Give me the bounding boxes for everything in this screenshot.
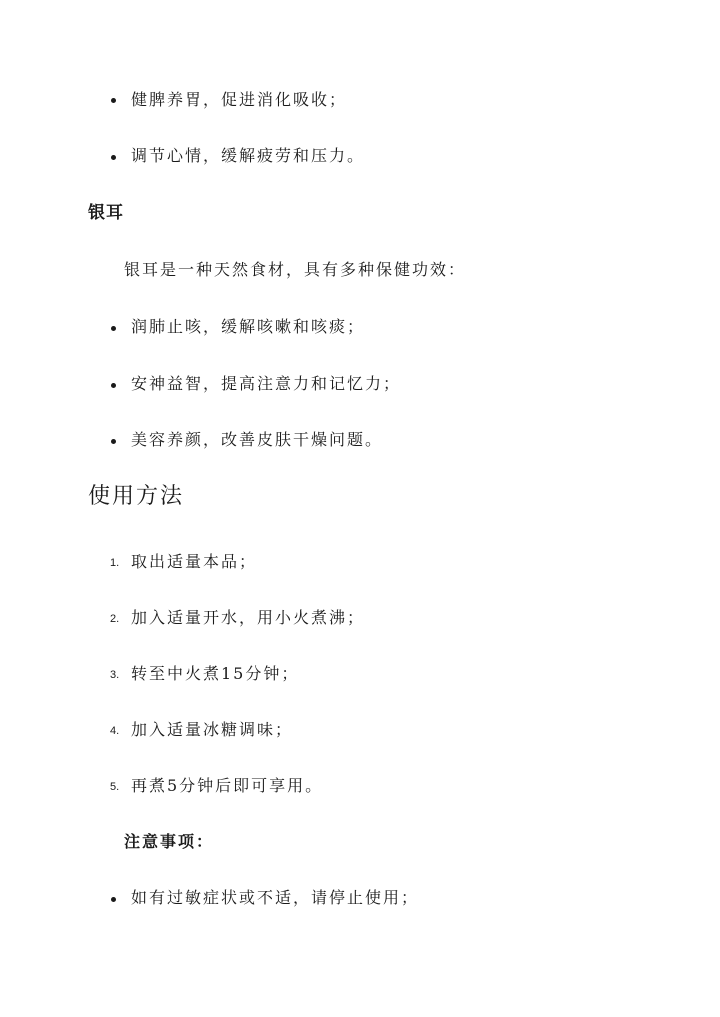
step-number: 5.	[110, 781, 120, 793]
step-number: 3.	[110, 669, 120, 681]
list-item: 美容养颜，改善皮肤干燥问题。	[131, 430, 384, 449]
step-number: 1.	[110, 557, 120, 569]
section-heading-usage: 使用方法	[88, 484, 185, 509]
list-item: 健脾养胃，促进消化吸收；	[131, 90, 348, 109]
list-item: 调节心情，缓解疲劳和压力。	[131, 146, 366, 165]
step-text: 取出适量本品；	[131, 552, 258, 571]
step-text: 再煮5分钟后即可享用。	[131, 776, 324, 795]
step-number: 2.	[110, 613, 120, 625]
section-heading-yiner: 银耳	[88, 203, 124, 223]
list-item: 如有过敏症状或不适，请停止使用；	[131, 888, 420, 907]
step-text: 转至中火煮15分钟；	[131, 664, 300, 683]
step-number: 4.	[110, 725, 120, 737]
step-text: 加入适量冰糖调味；	[131, 720, 294, 739]
list-item: 润肺止咳，缓解咳嗽和咳痰；	[131, 317, 366, 336]
bullet-marker	[111, 439, 116, 444]
bullet-marker	[111, 326, 116, 331]
list-item: 安神益智，提高注意力和记忆力；	[131, 374, 402, 393]
bullet-marker	[111, 897, 116, 902]
notes-heading: 注意事项：	[124, 832, 215, 851]
intro-paragraph: 银耳是一种天然食材，具有多种保健功效：	[124, 260, 467, 279]
bullet-marker	[111, 98, 116, 103]
step-text: 加入适量开水，用小火煮沸；	[131, 608, 366, 627]
bullet-marker	[111, 155, 116, 160]
bullet-marker	[111, 383, 116, 388]
